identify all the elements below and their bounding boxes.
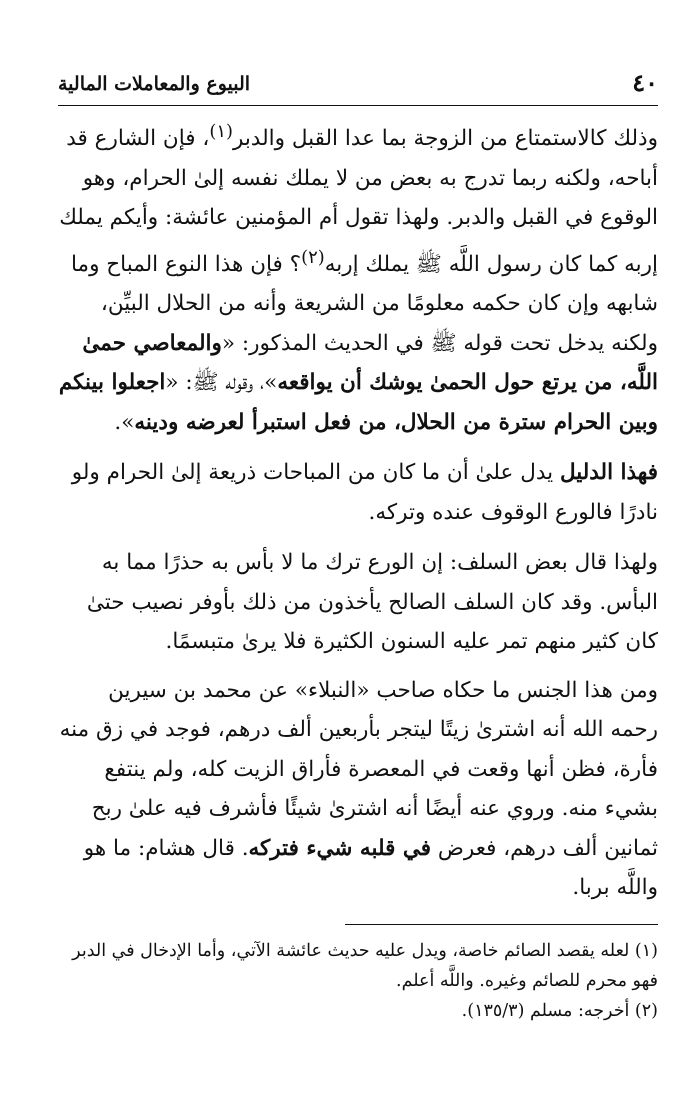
text-run: ومن هذا الجنس ما حكاه صاحب «النبلاء» عن محمد بن سيرين رحمه الله أنه اشترىٰ زيتًا ليتجر بأربعين ألف درهم، فوجد في زق منه فأرة، فظن أنها وقعت في المعصرة فأراق الزيت كله، ولم ينتفع بشيء منه. وروي عنه أيضًا أنه اشترىٰ شيئًا فأشرف فيه علىٰ ربح ثمانين ألف درهم، فعرض bbox=[59, 677, 658, 861]
paragraph-3: ولهذا قال بعض السلف: إن الورع ترك ما لا بأس به حذرًا مما به البأس. وقد كان السلف الصالح يأخذون من ذلك بأوفر نصيب حتىٰ كان كثير منهم تمر عليه السنون الكثيرة فلا يرىٰ متبسمًا. bbox=[86, 550, 658, 655]
footnote-ref-1: (١) bbox=[209, 121, 233, 142]
emphasis: فهذا الدليل bbox=[559, 460, 658, 486]
footnote-divider bbox=[345, 924, 658, 925]
hadith-quote: والمعاصي حمىٰ اللَّه، من يرتع حول الحمىٰ يوشك أن يواقعه bbox=[82, 330, 658, 396]
hadith-quote: اجعلوا بينكم وبين الحرام سترة من الحلال، من فعل استبرأ لعرضه ودينه bbox=[58, 370, 658, 435]
page-number: ٤٠ bbox=[632, 68, 658, 97]
paragraph-4 bbox=[58, 671, 658, 908]
paragraph-2 bbox=[58, 453, 658, 532]
text-run: ، فإن الشارع قد أباحه، ولكنه ربما تدرج به بعض من لا يملك نفسه إلىٰ الحرام، وهو الوقوع في القبل والدبر. ولهذا تقول أم المؤمنين عائشة: وأيكم يملك إربه كما كان رسول اللَّه ﷺ يملك إربه bbox=[59, 126, 658, 277]
main-text bbox=[58, 112, 658, 908]
text-run: يدل علىٰ أن ما كان من المباحات ذريعة إلىٰ الحرام ولو نادرًا فالورع الوقوف عنده وتركه. bbox=[71, 460, 658, 525]
page-header bbox=[58, 68, 658, 98]
text-run: ». bbox=[114, 409, 135, 435]
footnotes bbox=[58, 936, 658, 1026]
header-divider bbox=[58, 105, 658, 106]
running-title: البيوع والمعاملات المالية bbox=[58, 73, 251, 95]
text-run: ؟ فإن هذا النوع المباح وما شابهه وإن كان حكمه معلومًا من الشريعة وأنه من الحلال البيِّن، ولكنه يدخل تحت قوله ﷺ في الحديث المذكور: « bbox=[71, 251, 658, 356]
footnote-1: (١) لعله يقصد الصائم خاصة، ويدل عليه حديث عائشة الآتي، وأما الإدخال في الدبر فهو محرم للصائم وغيره. واللَّه أعلم. bbox=[72, 941, 658, 991]
text-run: . قال هشام: ما هو واللَّه بربا. bbox=[83, 835, 658, 901]
text-run: وذلك كالاستمتاع من الزوجة بما عدا القبل والدبر bbox=[232, 126, 658, 152]
text-run: »، وقوله ﷺ: « bbox=[165, 370, 278, 396]
emphasis: في قلبه شيء فتركه bbox=[248, 835, 432, 861]
footnote-ref-2: (٢) bbox=[301, 246, 325, 268]
paragraph-1 bbox=[58, 112, 658, 442]
footnote-2: (٢) أخرجه: مسلم (١٣٥/٣). bbox=[461, 1001, 658, 1021]
